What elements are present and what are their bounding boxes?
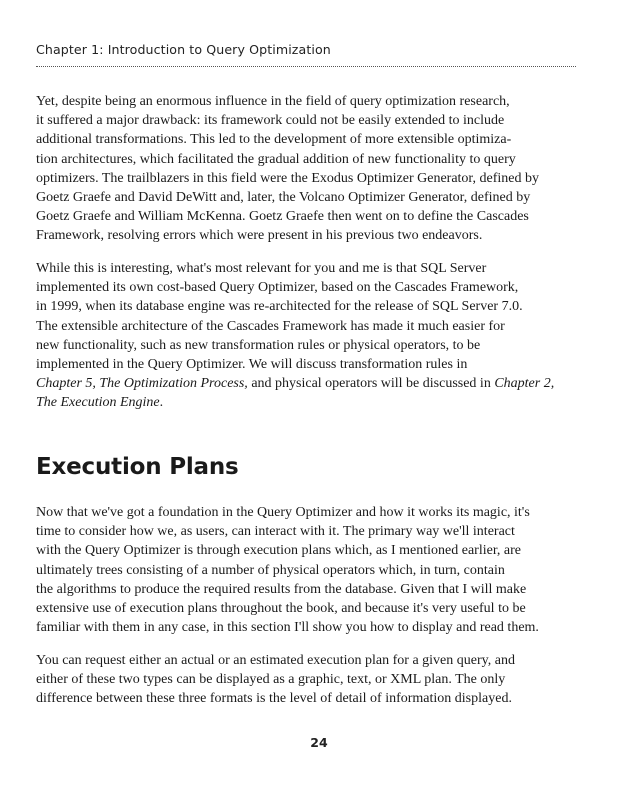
text-line: familiar with them in any case, in this section I'll show you how to display and read them. (36, 620, 539, 636)
text-line: ultimately trees consisting of a number of physical operators which, in turn, contain (36, 562, 505, 578)
text-line: Goetz Graefe and David DeWitt and, later, the Volcano Optimizer Generator, defined by (36, 189, 531, 205)
text-line: Goetz Graefe and William McKenna. Goetz Graefe then went on to define the Cascades (36, 209, 529, 225)
text-line: Yet, despite being an enormous influence in the field of query optimization research, (36, 94, 510, 109)
chapter-reference: The Execution Engine (36, 395, 160, 411)
text-fragment: and physical operators will be discussed in (247, 376, 495, 392)
text-line: difference between these three formats is the level of detail of information displayed. (36, 691, 512, 707)
text-line: While this is interesting, what's most relevant for you and me is that SQL Server (36, 261, 487, 276)
section-heading: Execution Plans (36, 454, 239, 480)
page-number: 24 (310, 735, 328, 750)
paragraph-sql-server-optimizer (36, 259, 554, 413)
text-line: additional transformations. This led to the development of more extensible optimiza- (36, 132, 512, 148)
text-fragment: . (159, 395, 164, 411)
text-line: the algorithms to produce the required results from the database. Given that I will make (36, 581, 527, 597)
text-line: new functionality, such as new transformation rules or physical operators, to be (36, 337, 481, 353)
chapter-reference: Chapter 2, (494, 376, 555, 392)
header-dotted-rule (36, 66, 576, 67)
text-line: with the Query Optimizer is through execution plans which, as I mentioned earlier, are (36, 543, 522, 559)
text-line: Now that we've got a foundation in the Query Optimizer and how it works its magic, it's (36, 505, 530, 520)
text-line: in 1999, when its database engine was re-architected for the release of SQL Server 7.0. (36, 299, 523, 315)
text-line: extensive use of execution plans throughout the book, and because it's very useful to be (36, 600, 526, 616)
running-header: Chapter 1: Introduction to Query Optimization (36, 42, 331, 57)
text-line-with-references (36, 393, 554, 412)
paragraph-plan-formats (36, 651, 515, 709)
text-line: implemented in the Query Optimizer. We will discuss transformation rules in (36, 356, 468, 372)
text-line: optimizers. The trailblazers in this field were the Exodus Optimizer Generator, defined by (36, 170, 540, 186)
text-line: Framework, resolving errors which were present in his previous two endeavors. (36, 228, 483, 244)
text-line: implemented its own cost-based Query Optimizer, based on the Cascades Framework, (36, 280, 519, 296)
text-line: You can request either an actual or an estimated execution plan for a given query, and (36, 653, 515, 668)
paragraph-execution-plans-intro (36, 503, 539, 637)
paragraph-cascades-history (36, 92, 539, 246)
text-line: time to consider how we, as users, can interact with it. The primary way we'll interact (36, 524, 515, 540)
text-line: either of these two types can be displayed as a graphic, text, or XML plan. The only (36, 672, 506, 688)
chapter-reference: Chapter 5, The Optimization Process, (36, 376, 248, 392)
text-line: tion architectures, which facilitated the gradual addition of new functionality to query (36, 151, 516, 167)
text-line: The extensible architecture of the Cascades Framework has made it much easier for (36, 318, 505, 334)
text-line: it suffered a major drawback: its framework could not be easily extended to include (36, 113, 505, 129)
text-line-with-references (36, 374, 554, 393)
